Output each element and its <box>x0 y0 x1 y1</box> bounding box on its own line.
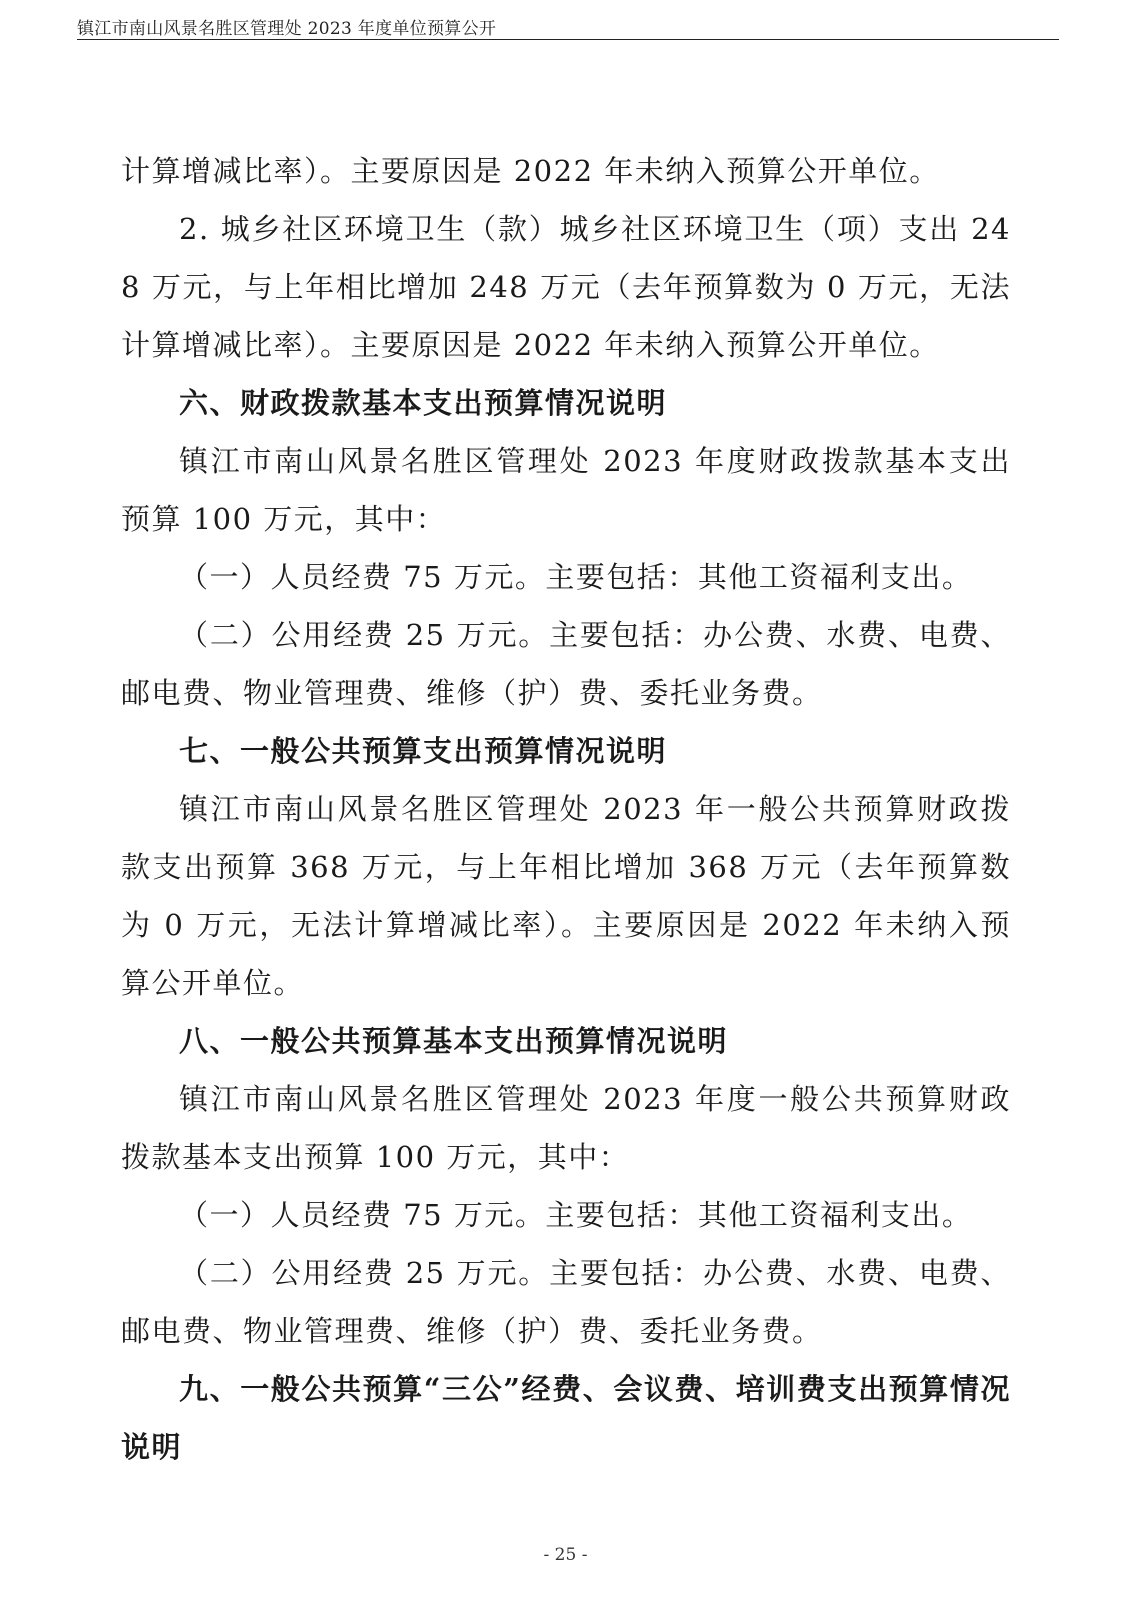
paragraph-general-budget: 镇江市南山风景名胜区管理处 2023 年一般公共预算财政拨款支出预算 368 万元，与上年相比增加 368 万元（去年预算数为 0 万元，无法计算增减比率）。主要原因是 2022 年未纳入预算公开单位。 <box>121 792 1011 1000</box>
section-heading-9: 九、一般公共预算“三公”经费、会议费、培训费支出预算情况说明 <box>121 1372 1011 1464</box>
paragraph-continuation: 计算增减比率）。主要原因是 2022 年未纳入预算公开单位。 <box>121 154 940 188</box>
section-heading-6: 六、财政拨款基本支出预算情况说明 <box>179 386 668 420</box>
running-header: 镇江市南山风景名胜区管理处 2023 年度单位预算公开 <box>77 19 497 39</box>
section-heading-7: 七、一般公共预算支出预算情况说明 <box>179 734 668 768</box>
header-rule <box>77 39 1059 40</box>
paragraph-basic-expenditure: 镇江市南山风景名胜区管理处 2023 年度财政拨款基本支出预算 100 万元，其中： <box>121 444 1011 536</box>
paragraph-public-expenses-2: （二）公用经费 25 万元。主要包括：办公费、水费、电费、邮电费、物业管理费、维修（护）费、委托业务费。 <box>121 1256 1011 1348</box>
paragraph-personnel-expenses-2: （一）人员经费 75 万元。主要包括：其他工资福利支出。 <box>179 1198 973 1232</box>
paragraph-general-basic-expenditure: 镇江市南山风景名胜区管理处 2023 年度一般公共预算财政拨款基本支出预算 100 万元，其中： <box>121 1082 1011 1174</box>
paragraph-urban-rural-sanitation: 2. 城乡社区环境卫生（款）城乡社区环境卫生（项）支出 248 万元，与上年相比增加 248 万元（去年预算数为 0 万元，无法计算增减比率）。主要原因是 2022 年未纳入预算公开单位。 <box>121 212 1011 362</box>
document-body <box>121 142 1011 1476</box>
section-heading-8: 八、一般公共预算基本支出预算情况说明 <box>179 1024 729 1058</box>
paragraph-personnel-expenses: （一）人员经费 75 万元。主要包括：其他工资福利支出。 <box>179 560 973 594</box>
paragraph-public-expenses: （二）公用经费 25 万元。主要包括：办公费、水费、电费、邮电费、物业管理费、维修（护）费、委托业务费。 <box>121 618 1011 710</box>
page-number: - 25 - <box>543 1545 588 1565</box>
